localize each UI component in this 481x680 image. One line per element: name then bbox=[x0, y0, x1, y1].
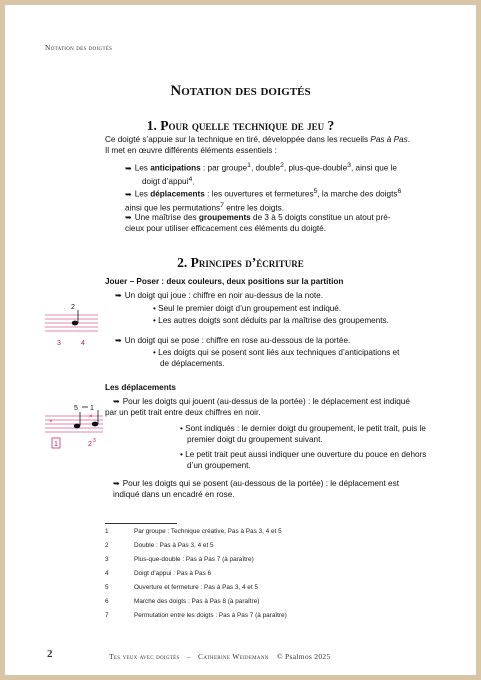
sub-item-text: Le petit trait peut aussi indiquer une ouverture du pouce en dehors bbox=[185, 450, 427, 459]
arrow-icon: ➥ bbox=[113, 479, 120, 488]
finger-number: 3 bbox=[57, 340, 61, 347]
sub-item-text: Seul le premier doigt d’un groupement est indiqué. bbox=[158, 304, 342, 313]
intro-text-2: Il met en œuvre différents éléments essentiels : bbox=[105, 146, 277, 155]
item-text: Pour les doigts qui se posent (au-dessous de la portée) : le déplacement est bbox=[122, 479, 399, 488]
finger-number: 4 bbox=[81, 340, 85, 347]
sub-item: • Les autres doigts sont déduits par la maîtrise des groupements. bbox=[153, 316, 389, 325]
finger-number: 3 bbox=[93, 438, 96, 444]
sub-item: • Seul le premier doigt d’un groupement est indiqué. bbox=[153, 304, 342, 313]
sub-item-text: de déplacements. bbox=[160, 359, 225, 368]
running-head: Notation des doigtés bbox=[45, 43, 113, 52]
bullet-text: Les bbox=[134, 163, 151, 173]
section-1-heading: 1. Pour quelle technique de jeu ? bbox=[146, 118, 335, 133]
footnote bbox=[105, 570, 211, 577]
footnote-text: Permutation entre les doigts : Pas à Pas 7 (à paraître) bbox=[134, 612, 287, 619]
clef-mark: × bbox=[89, 414, 93, 420]
note-head bbox=[72, 321, 78, 326]
intro-text: Ce doigté s’appuie sur la technique en tiré, développée dans les recueils bbox=[105, 135, 371, 144]
footnote-text: Double : Pas à Pas 3, 4 et 5 bbox=[134, 542, 214, 549]
intro-series: Pas à Pas bbox=[370, 135, 408, 144]
footnote-number: 4 bbox=[105, 570, 109, 577]
arrow-icon: ➥ bbox=[125, 163, 132, 173]
footnote-number: 2 bbox=[105, 542, 109, 549]
footnote bbox=[105, 584, 258, 591]
footnote bbox=[105, 598, 259, 605]
footnote-number: 3 bbox=[105, 556, 109, 563]
footnote-number: 7 bbox=[105, 612, 109, 619]
arrow-icon: ➥ bbox=[113, 397, 120, 406]
notation-figure-2 bbox=[43, 396, 107, 454]
sub-item-text: Sont indiqués : le dernier doigt du groupement, le petit trait, puis le bbox=[185, 424, 426, 433]
footnote-text: Marche des doigts : Pas à Pas 8 (à paraître) bbox=[134, 598, 260, 605]
item-doigt-pose bbox=[115, 335, 350, 346]
item-text: par un petit trait entre deux chiffres en noir. bbox=[105, 408, 261, 417]
footnote bbox=[105, 612, 287, 619]
sub-item: • Les doigts qui se posent sont liés aux techniques d’anticipations et de déplacements. bbox=[153, 348, 400, 368]
subheading-deplacements: Les déplacements bbox=[105, 383, 176, 392]
clef-mark: × bbox=[49, 419, 53, 425]
footer-separator: – bbox=[186, 652, 191, 661]
item-text: Un doigt qui se pose : chiffre en rose au-dessous de la portée. bbox=[124, 336, 351, 345]
page-title: Notation des doigtés bbox=[170, 83, 311, 99]
section-2-heading: 2. Principes d’écriture bbox=[177, 255, 304, 270]
subheading-jouer-poser: Jouer – Poser : deux couleurs, deux positions sur la partition bbox=[105, 277, 344, 286]
footnote-text: Plus-que-double : Pas à Pas 7 (à paraître) bbox=[134, 556, 254, 563]
footnote bbox=[105, 528, 282, 535]
sub-item-text: d’un groupement. bbox=[187, 461, 251, 470]
bullet-text: , la marche des doigts bbox=[317, 189, 398, 199]
footnote-text: Doigt d’appui : Pas à Pas 6 bbox=[134, 570, 212, 577]
sub-item: • Sont indiqués : le dernier doigt du groupement, le petit trait, puis le premier doigt du groupement suivant. bbox=[180, 424, 426, 444]
finger-number: 2 bbox=[88, 441, 92, 448]
finger-number: 1 bbox=[54, 441, 58, 448]
footnote bbox=[105, 542, 214, 549]
item-text: Un doigt qui joue : chiffre en noir au-dessus de la note. bbox=[124, 291, 323, 300]
bold-term: groupements bbox=[198, 213, 251, 222]
footnote bbox=[105, 556, 254, 563]
footer-credits bbox=[109, 652, 331, 661]
page bbox=[5, 5, 476, 675]
item-text: Pour les doigts qui jouent (au-dessus de la portée) : le déplacement est indiqué bbox=[122, 397, 410, 406]
item-doigt-joue bbox=[115, 290, 323, 301]
sub-item-text: Les autres doigts sont déduits par la maîtrise des groupements. bbox=[158, 316, 389, 325]
intro-paragraph: Ce doigté s’appuie sur la technique en tiré, développée dans les recueils Pas à Pas. Il met en œuvre différents éléments essentiels : bbox=[105, 135, 410, 155]
note-head bbox=[74, 424, 80, 429]
bullet-text: , ainsi que le bbox=[350, 163, 397, 173]
bullet-text: : par groupe bbox=[200, 163, 248, 173]
bullet-deplacements: ➥ Les déplacements : les ouvertures et fermetures$^5$, la marche des doigts$^6$ ainsi que les permutations$^7$ entre les doigts. bbox=[125, 188, 402, 213]
copyright: © Psalmos 2025 bbox=[276, 652, 331, 661]
footnote-number: 6 bbox=[105, 598, 109, 605]
page-number: 2 bbox=[47, 648, 53, 660]
author-name: Catherine Weidemann bbox=[198, 652, 269, 661]
item-doigts-jouent bbox=[105, 396, 410, 418]
footnote-number: 1 bbox=[105, 528, 109, 535]
bold-term: déplacements bbox=[150, 189, 205, 199]
finger-number: 2 bbox=[71, 304, 75, 311]
sub-item-text: premier doigt du groupement suivant. bbox=[187, 435, 323, 444]
footnote-text: Par groupe : Technique créative, Pas à Pas 3, 4 et 5 bbox=[134, 528, 282, 535]
sub-item: • Le petit trait peut aussi indiquer une ouverture du pouce en dehors d’un groupement. bbox=[180, 450, 427, 470]
finger-number: 5 bbox=[74, 405, 78, 412]
arrow-icon: ➥ bbox=[125, 213, 132, 222]
bullet-text: , plus-que-double bbox=[283, 163, 348, 173]
bullet-text: : les ouvertures et fermetures bbox=[204, 189, 314, 199]
note-head bbox=[92, 422, 98, 427]
footnote-separator bbox=[105, 523, 177, 524]
sub-item-text: Les doigts qui se posent sont liés aux techniques d’anticipations et bbox=[158, 348, 400, 357]
bullet-text: Les bbox=[134, 189, 151, 199]
footnote-text: Ouverture et fermeture : Pas à Pas 3, 4 et 5 bbox=[134, 584, 258, 591]
arrow-icon: ➥ bbox=[125, 189, 132, 199]
finger-number: 1 bbox=[90, 405, 94, 412]
book-title: Tes yeux avec doigtés bbox=[109, 652, 180, 661]
bullet-text: Une maîtrise des bbox=[134, 213, 199, 222]
arrow-icon: ➥ bbox=[115, 291, 122, 300]
item-doigts-posent bbox=[113, 478, 399, 500]
bullet-groupements bbox=[125, 212, 391, 234]
bullet-text: de 3 à 5 doigts constitue un atout pré- bbox=[250, 213, 391, 222]
bullet-text: cieux pour utiliser efficacement ces éléments du doigté. bbox=[125, 224, 327, 233]
item-text: indiqué dans un encadré en rose. bbox=[113, 490, 235, 499]
bullet-anticipations: ➥ Les anticipations : par groupe$^1$, double$^2$, plus-que-double$^3$, ainsi que le doigt d’appui$^4$. bbox=[125, 162, 397, 187]
notation-figure-1 bbox=[43, 299, 103, 351]
bullet-text: , double bbox=[250, 163, 281, 173]
arrow-icon: ➥ bbox=[115, 336, 122, 345]
bullet-text: entre les doigts. bbox=[223, 203, 285, 213]
bold-term: anticipations bbox=[150, 163, 201, 173]
bullet-text: doigt d’appui bbox=[142, 177, 189, 187]
bullet-text: ainsi que les permutations bbox=[125, 203, 221, 213]
footnote-number: 5 bbox=[105, 584, 109, 591]
